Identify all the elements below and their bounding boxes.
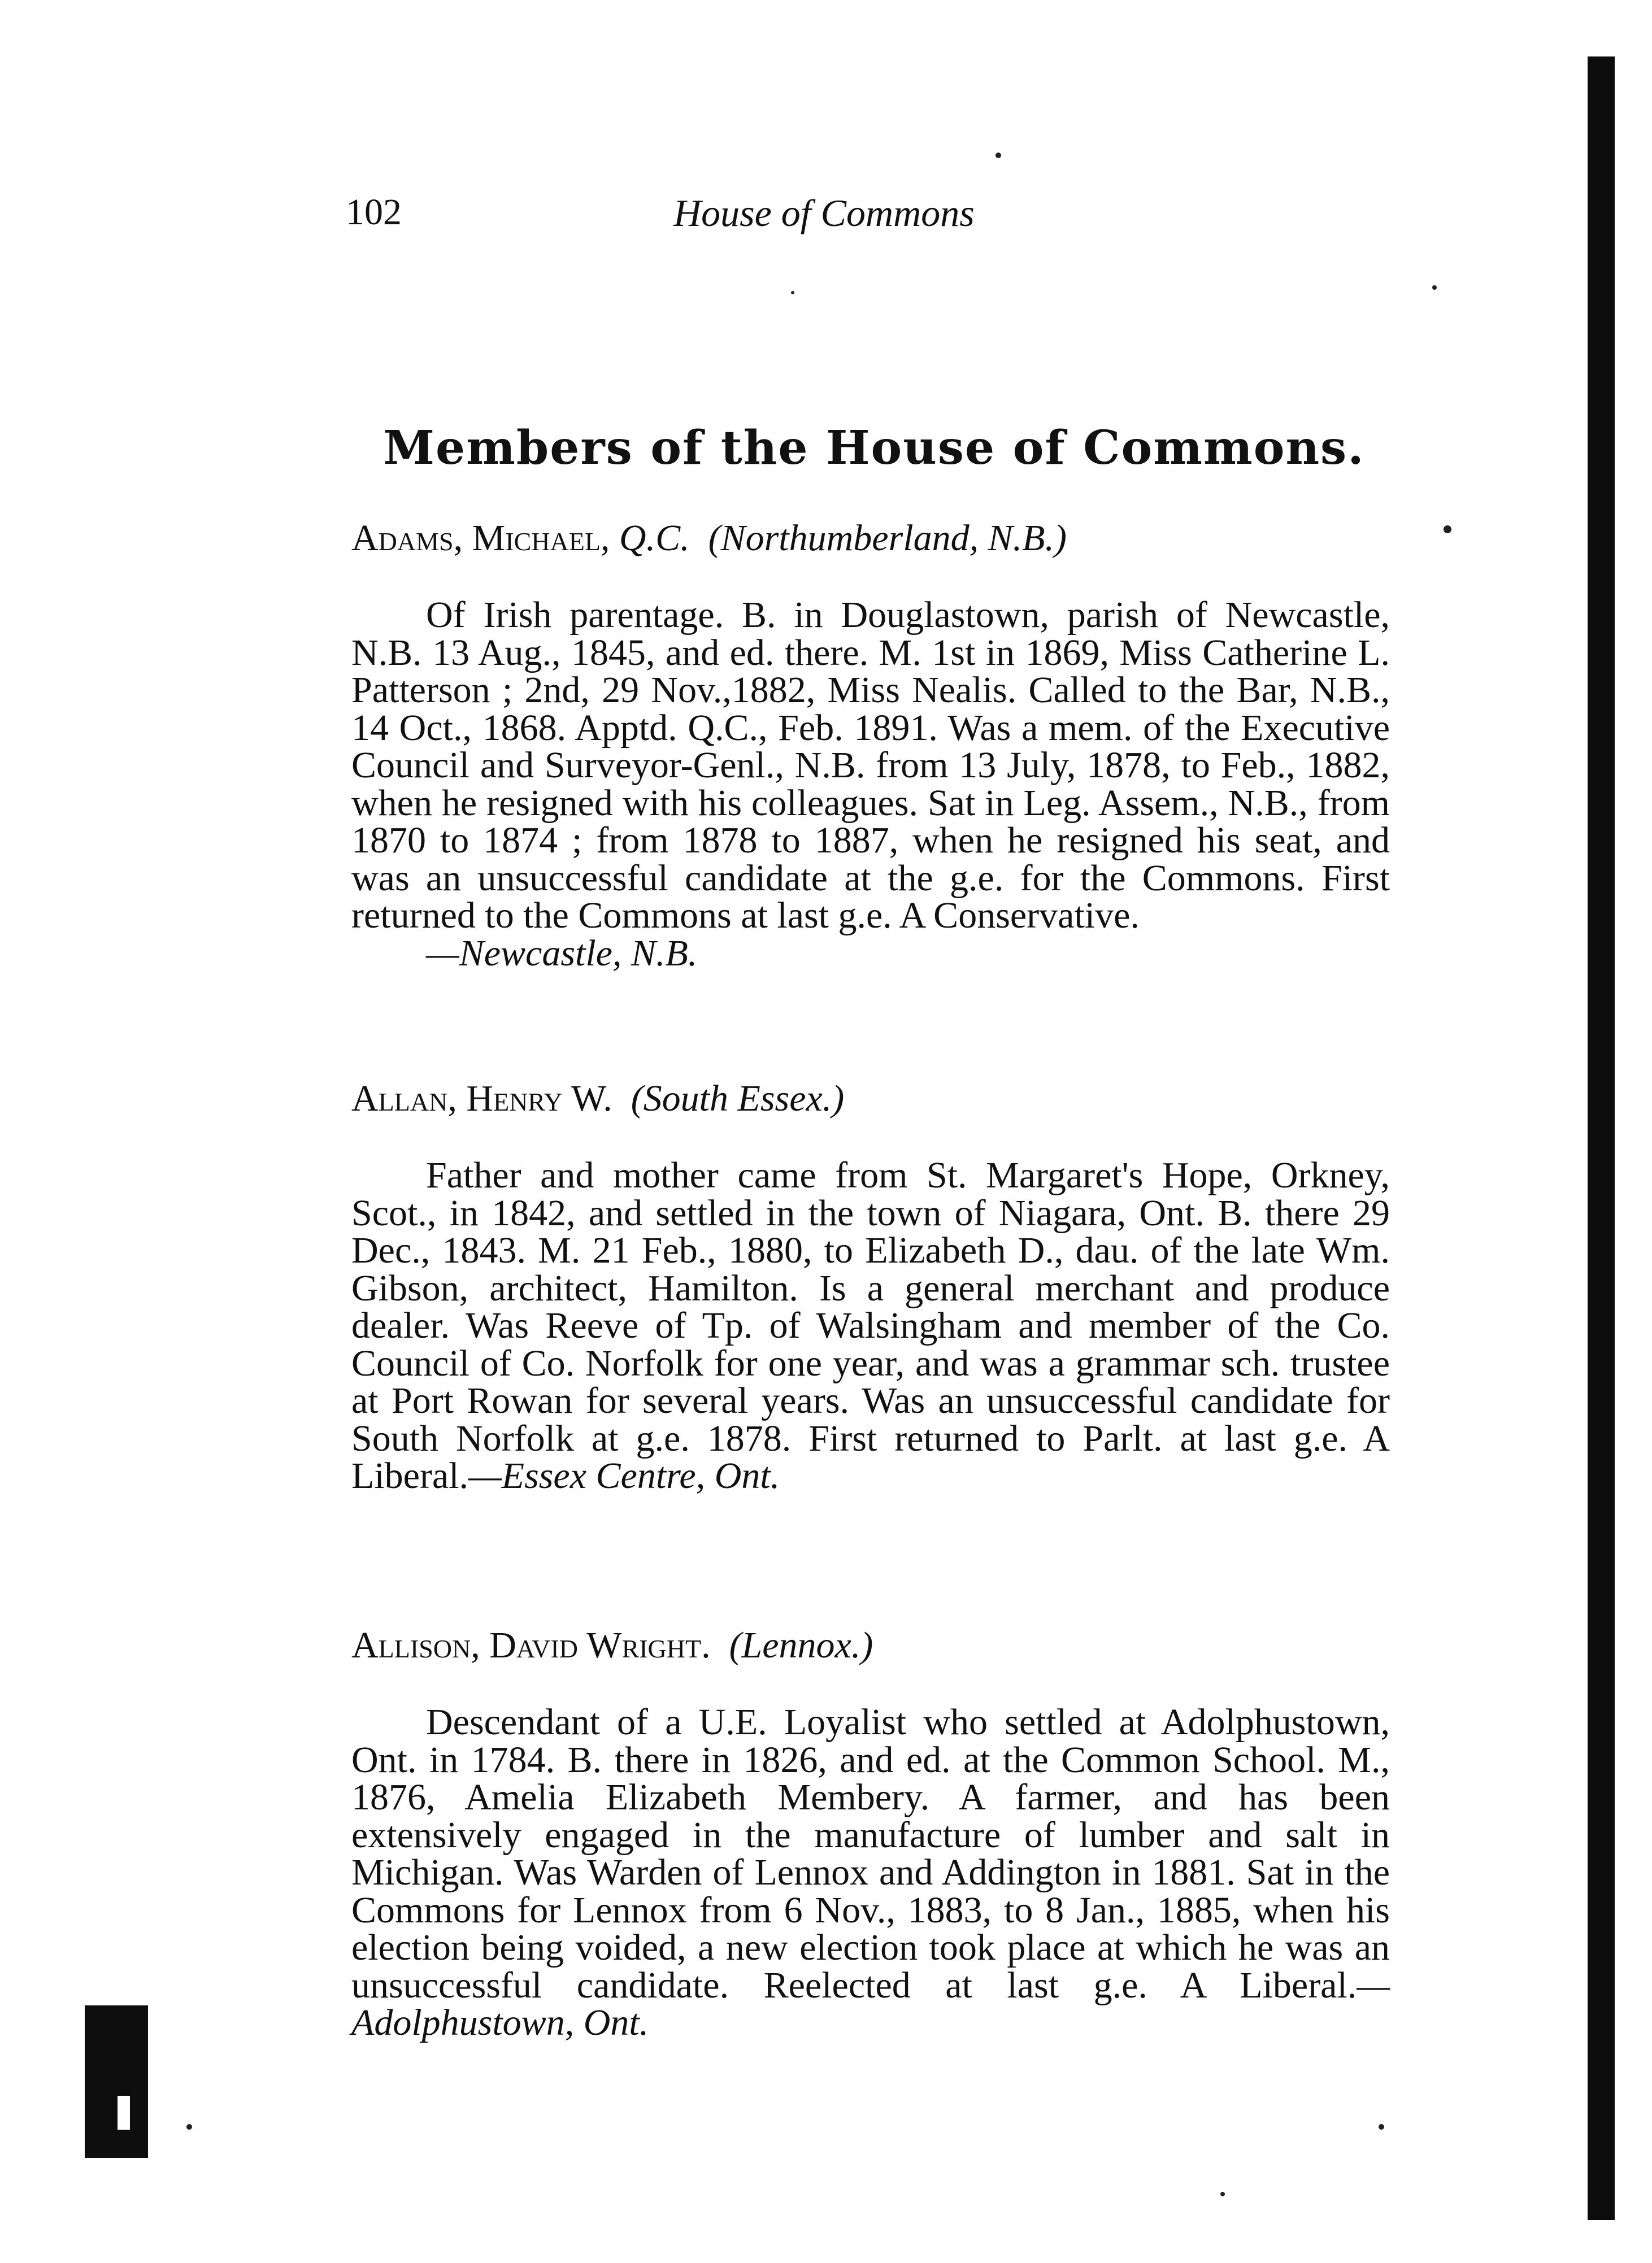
entry-heading: Adams, Michael, Q.C. (Northumberland, N.B.) — [351, 517, 1067, 559]
member-surname: Adams — [351, 517, 454, 559]
member-given-name: Michael — [472, 517, 601, 559]
entry-biography — [351, 1157, 1390, 1495]
member-surname: Allan — [351, 1078, 448, 1119]
page-number: 102 — [346, 192, 402, 233]
scan-speck — [1379, 2124, 1384, 2130]
member-residence: —Newcastle, N.B. — [426, 932, 698, 974]
entry-heading: Allison, David Wright. (Lennox.) — [351, 1625, 873, 1666]
scan-speck — [995, 153, 1001, 158]
running-head — [346, 191, 1402, 259]
scan-speck — [1432, 285, 1437, 290]
entry-heading: Allan, Henry W. (South Essex.) — [351, 1078, 845, 1119]
entry-biography — [351, 1701, 1390, 2043]
scan-speck — [791, 291, 794, 294]
member-residence: —Essex Centre, Ont. — [468, 1455, 780, 1496]
scan-speck — [186, 2124, 192, 2130]
running-title: House of Commons — [673, 192, 975, 234]
member-constituency: (South Essex.) — [631, 1078, 845, 1119]
member-suffix: , Q.C. — [600, 517, 690, 559]
member-surname: Allison — [351, 1625, 471, 1666]
biography-text: Of Irish parentage. B. in Douglastown, parish of Newcastle, N.B. 13 Aug., 1845, and ed. there. M. 1st in 1869, Miss Catherine L. Patterson ; 2nd, 29 Nov.,1882, Miss Nealis. Called to the Bar, N.B., 14 Oct., 1868. Apptd. Q.C., Feb. 1891. Was a mem. of the Executive Council and Surveyor-Genl., N.B. from 13 July, 1878, to Feb., 1882, when he resigned with his colleagues. Sat in Leg. Assem., N.B., from 1870 to 1874 ; from 1878 to 1887, when he resigned his seat, and was an unsuccessful candidate at the g.e. for the Commons. First returned to the Commons at last g.e. A Conservative. — [351, 594, 1390, 936]
scan-speck — [1444, 525, 1451, 533]
member-constituency: (Northumberland, N.B.) — [708, 517, 1067, 559]
member-entry-allison — [351, 1627, 1390, 2079]
scan-edge-shadow — [1588, 56, 1615, 2220]
section-heading: Members of the House of Commons. — [383, 420, 1365, 475]
scan-speck — [1220, 2192, 1225, 2196]
member-entry-allan — [351, 1080, 1390, 1533]
biography-text: Father and mother came from St. Margaret's Hope, Orkney, Scot., in 1842, and settled in the town of Niagara, Ont. B. there 29 Dec., 1843. M. 21 Feb., 1880, to Elizabeth D., dau. of the late Wm. Gibson, architect, Hamilton. Is a general merchant and produce dealer. Was Reeve of Tp. of Walsingham and member of the Co. Council of Co. Norfolk for one year, and was a grammar sch. trustee at Port Rowan for several years. Was an unsuccessful candidate for South Norfolk at g.e. 1878. First returned to Parlt. at last g.e. A Liberal. — [351, 1155, 1390, 1496]
member-given-name: Henry W. — [466, 1078, 612, 1119]
member-constituency: (Lennox.) — [729, 1625, 873, 1666]
scan-binding-mark — [85, 2005, 148, 2158]
entry-biography — [351, 594, 1390, 974]
member-given-name: David Wright — [489, 1625, 702, 1666]
member-entry-adams — [351, 517, 1390, 1009]
member-residence: —Adolphustown, Ont. — [351, 1964, 1390, 2043]
biography-text: Descendant of a U.E. Loyalist who settled at Adolphustown, Ont. in 1784. B. there in 1826, and ed. at the Common School. M., 1876, Amelia Elizabeth Membery. A farmer, and has been extensively engaged in the manufacture of lumber and salt in Michigan. Was Warden of Lennox and Addington in 1881. Sat in the Commons for Lennox from 6 Nov., 1883, to 8 Jan., 1885, when his election being voided, a new election took place at which he was an unsuccessful candidate. Reelected at last g.e. A Liberal. — [351, 1701, 1390, 2006]
